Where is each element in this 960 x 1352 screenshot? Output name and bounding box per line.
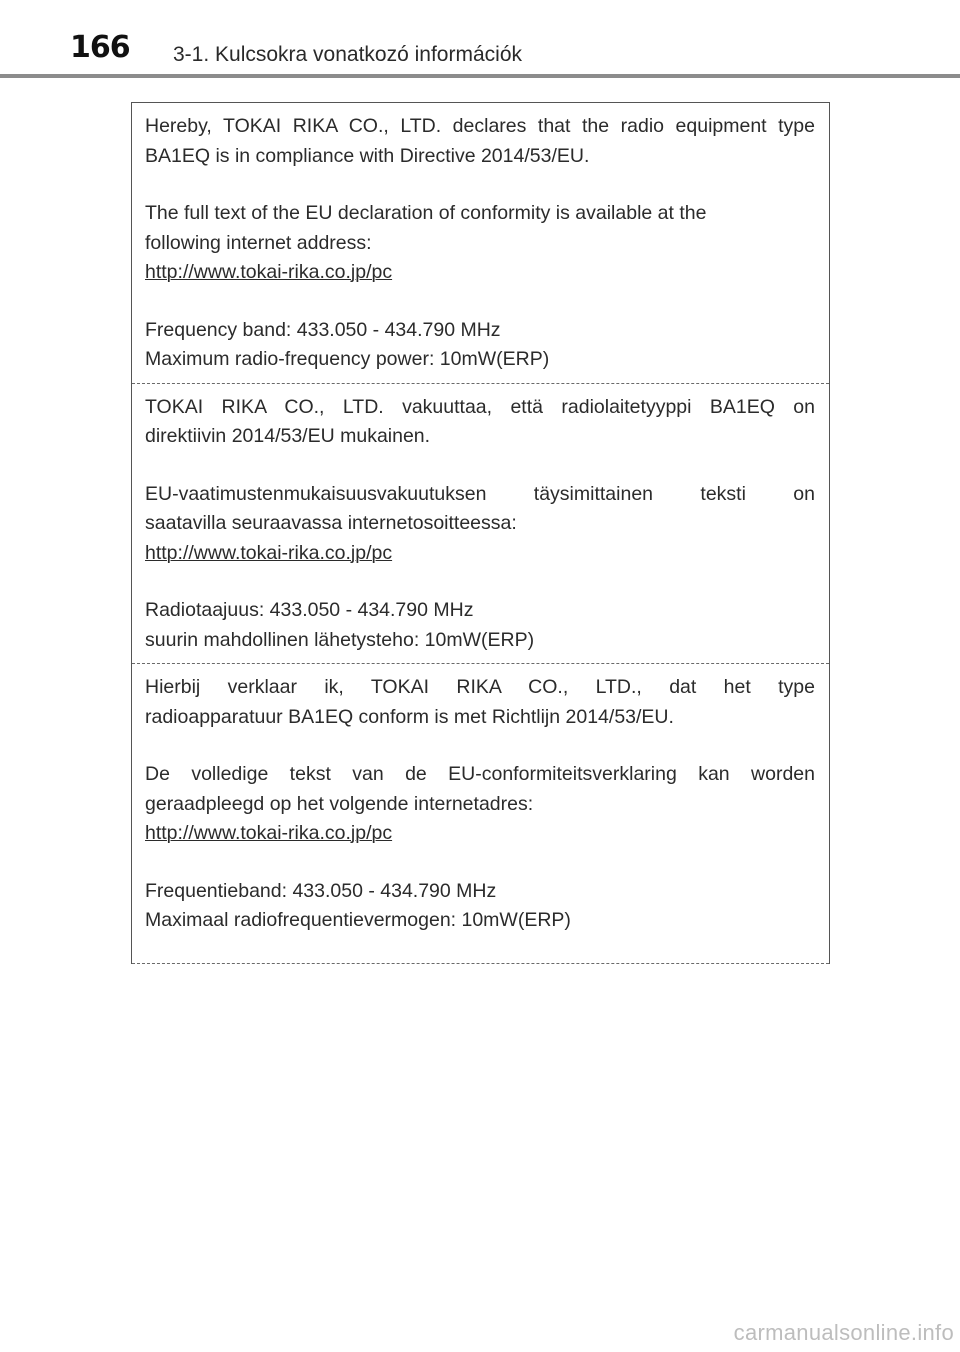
frequency-band-text: Frequency band: 433.050 - 434.790 MHz (145, 318, 501, 341)
declaration-section-nl (132, 664, 829, 964)
declaration-line: direktiivin 2014/53/EU mukainen. (145, 425, 431, 447)
declaration-url-link[interactable]: http://www.tokai-rika.co.jp/pc (145, 261, 393, 283)
max-power-text: Maximaal radiofrequentievermogen: 10mW(ERP) (145, 909, 571, 931)
declaration-paragraph (145, 673, 815, 732)
page-header (0, 0, 960, 80)
declaration-line: Hierbij verklaar ik, TOKAI RIKA CO., LTD., dat het type (145, 676, 815, 698)
declaration-box (131, 102, 830, 964)
declaration-line: TOKAI RIKA CO., LTD. vakuuttaa, että radiolaitetyyppi BA1EQ on (145, 395, 815, 418)
declaration-section-en (132, 103, 829, 384)
full-text-line: The full text of the EU declaration of conformity is available at the (145, 202, 707, 224)
frequency-band-text: Radiotaajuus: 433.050 - 434.790 MHz (145, 599, 474, 621)
section-title: 3-1. Kulcsokra vonatkozó információk (173, 43, 522, 66)
declaration-paragraph (145, 112, 815, 171)
radio-spec-paragraph (145, 596, 815, 655)
watermark-text: carmanualsonline.info (733, 1320, 954, 1345)
full-text-paragraph (145, 480, 815, 569)
header-rule (0, 74, 960, 78)
full-text-line: saatavilla seuraavassa internetosoitteessa: (145, 512, 517, 534)
full-text-paragraph (145, 199, 815, 288)
declaration-line: BA1EQ is in compliance with Directive 2014/53/EU. (145, 144, 590, 167)
page-number: 166 (70, 30, 130, 65)
full-text-paragraph (145, 760, 815, 849)
max-power-text: Maximum radio-frequency power: 10mW(ERP) (145, 348, 550, 370)
full-text-line: EU-vaatimustenmukaisuusvakuutuksen täysimittainen teksti on (145, 482, 815, 505)
declaration-url-link[interactable]: http://www.tokai-rika.co.jp/pc (145, 541, 393, 564)
full-text-line: geraadpleegd op het volgende internetadres: (145, 792, 534, 815)
full-text-line: De volledige tekst van de EU-conformiteitsverklaring kan worden (145, 763, 815, 785)
radio-spec-paragraph (145, 316, 815, 375)
full-text-line: following internet address: (145, 231, 372, 254)
declaration-line: Hereby, TOKAI RIKA CO., LTD. declares that the radio equipment type (145, 115, 815, 137)
declaration-paragraph (145, 393, 815, 452)
radio-spec-paragraph (145, 877, 815, 936)
declaration-section-fi (132, 384, 829, 665)
declaration-line: radioapparatuur BA1EQ conform is met Richtlijn 2014/53/EU. (145, 705, 674, 728)
frequency-band-text: Frequentieband: 433.050 - 434.790 MHz (145, 879, 497, 902)
max-power-text: suurin mahdollinen lähetysteho: 10mW(ERP) (145, 628, 535, 651)
declaration-url-link[interactable]: http://www.tokai-rika.co.jp/pc (145, 822, 393, 844)
